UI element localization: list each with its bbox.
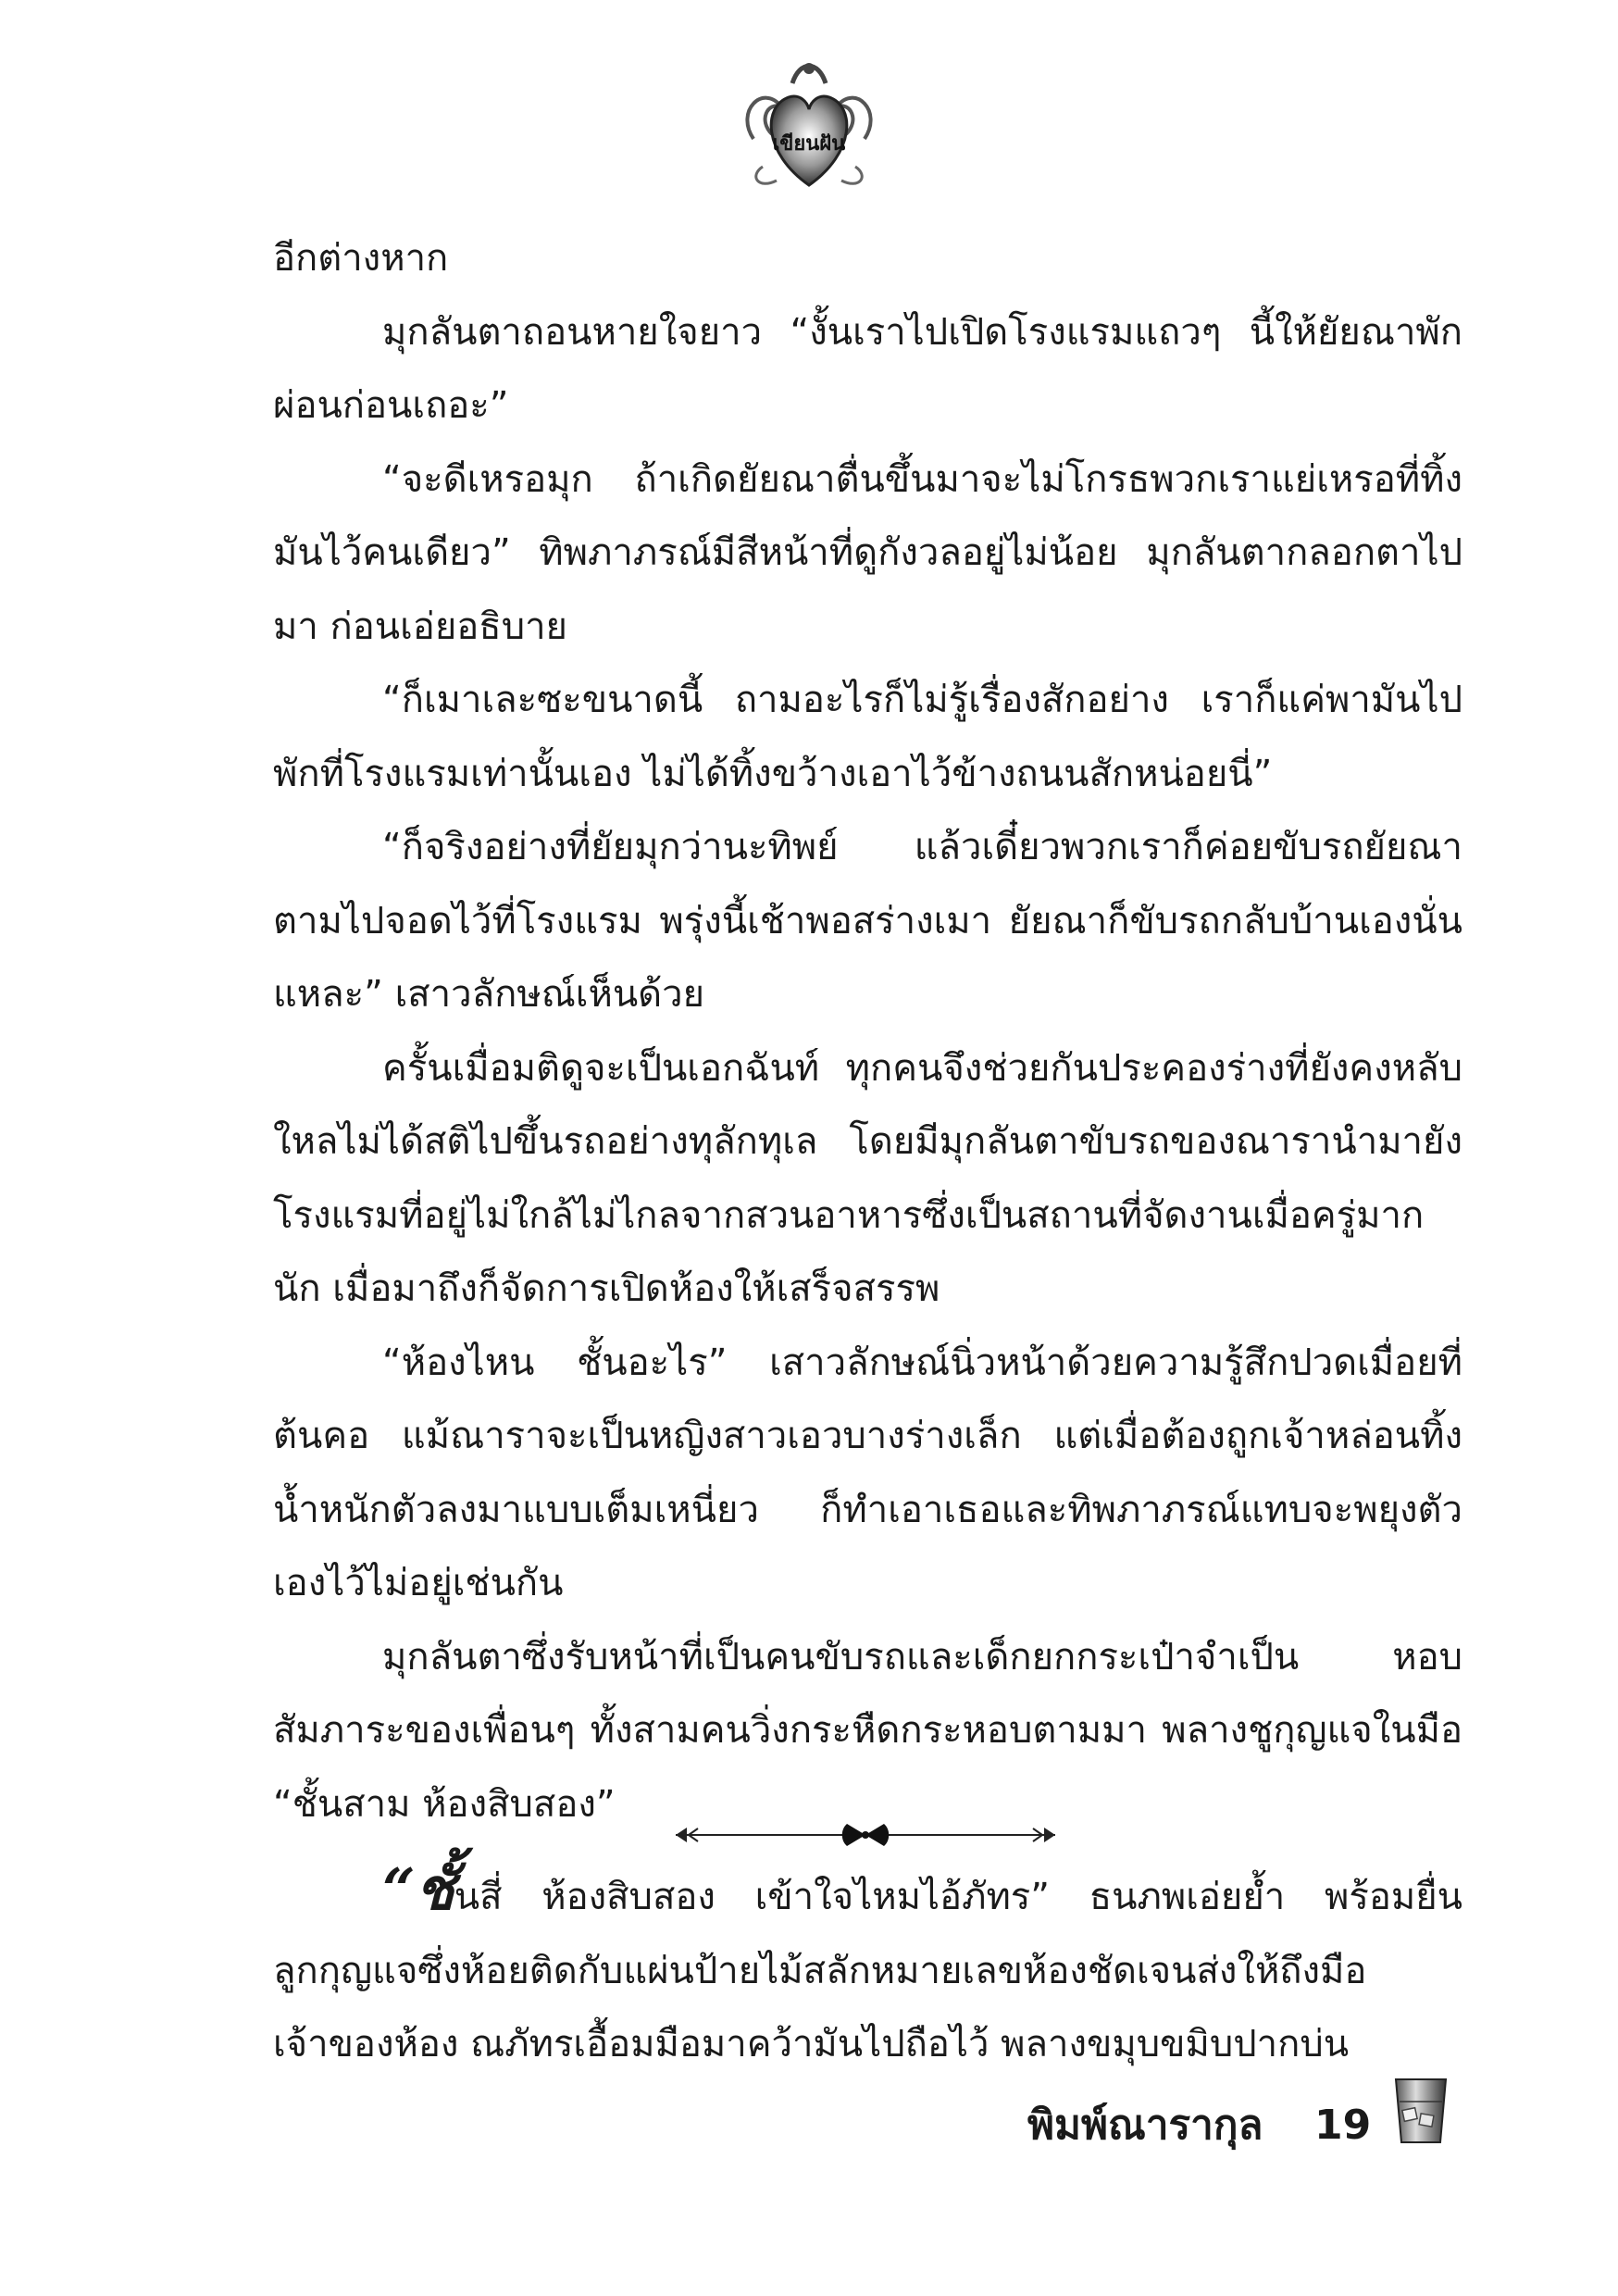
body-text-section-2: [273, 1855, 1462, 2082]
paragraph: “ห้องไหน ชั้นอะไร” เสาวลักษณ์นิ่วหน้าด้วยความรู้สึกปวดเมื่อยที่ต้นคอ แม้ณาราจะเป็นหญิงสาวเอวบางร่างเล็ก แต่เมื่อต้องถูกเจ้าหล่อนทิ้งน้ำหนักตัวลงมาแบบเต็มเหนี่ยว ก็ทำเอาเธอและทิพภาภรณ์แทบจะพยุงตัวเองไว้ไม่อยู่เช่นกัน: [273, 1341, 1462, 1604]
whiskey-glass-icon: [1388, 2074, 1453, 2148]
page-number: 19: [1314, 2102, 1372, 2149]
paragraph: [273, 1855, 1462, 2082]
logo-text: เขียนฝัน: [772, 132, 846, 156]
book-title: พิมพ์ณารากุล: [1027, 2102, 1263, 2149]
opening-drop-word: “ชั้: [382, 1855, 454, 1923]
ornamental-heart-emblem-icon: [735, 56, 883, 194]
paragraph: “ก็จริงอย่างที่ยัยมุกว่านะทิพย์ แล้วเดี๋ยวพวกเราก็ค่อยขับรถยัยณาตามไปจอดไว้ที่โรงแรม พรุ่งนี้เช้าพอสร่างเมา ยัยณาก็ขับรถกลับบ้านเองนั่นแหละ” เสาวลักษณ์เห็นด้วย: [273, 826, 1462, 1016]
paragraph: “จะดีเหรอมุก ถ้าเกิดยัยณาตื่นขึ้นมาจะไม่โกรธพวกเราแย่เหรอที่ทิ้งมันไว้คนเดียว” ทิพภาภรณ์มีสีหน้าที่ดูกังวลอยู่ไม่น้อย มุกลันตากลอกตาไปมา ก่อนเอ่ยอธิบาย: [273, 457, 1462, 648]
paragraph: มุกลันตาถอนหายใจยาว “งั้นเราไปเปิดโรงแรมแถวๆ นี้ให้ยัยณาพักผ่อนก่อนเถอะ”: [273, 310, 1462, 427]
paragraph: “ก็เมาเละซะขนาดนี้ ถามอะไรก็ไม่รู้เรื่องสักอย่าง เราก็แค่พามันไปพักที่โรงแรมเท่านั้นเอง ไม่ได้ทิ้งขว้างเอาไว้ข้างถนนสักหน่อยนี่”: [273, 679, 1462, 795]
paragraph: มุกลันตาซึ่งรับหน้าที่เป็นคนขับรถและเด็กยกกระเป๋าจำเป็น หอบสัมภาระของเพื่อนๆ ทั้งสามคนวิ่งกระหืดกระหอบตามมา พลางชูกุญแจในมือ “ชั้นสาม ห้องสิบสอง”: [273, 1635, 1462, 1826]
paragraph: อีกต่างหาก: [273, 237, 449, 280]
paragraph: ครั้นเมื่อมติดูจะเป็นเอกฉันท์ ทุกคนจึงช่วยกันประคองร่างที่ยังคงหลับใหลไม่ได้สติไปขึ้นรถอย่างทุลักทุเล โดยมีมุกลันตาขับรถของณารานำมายังโรงแรมที่อยู่ไม่ใกล้ไม่ไกลจากสวนอาหารซึ่งเป็นสถานที่จัดงานเมื่อครู่มากนัก เมื่อมาถึงก็จัดการเปิดห้องให้เสร็จสรรพ: [273, 1046, 1462, 1310]
paragraph-rest: นสี่ ห้องสิบสอง เข้าใจไหมไอ้ภัทร” ธนภพเอ่ยย้ำ พร้อมยื่นลูกกุญแจซึ่งห้อยติดกับแผ่นป้ายไม้สลักหมายเลขห้องชัดเจนส่งให้ถึงมือเจ้าของห้อง ณภัทรเอื้อมมือมาคว้ามันไปถือไว้ พลางขมุบขมิบปากบ่น: [273, 1876, 1462, 2065]
body-text: [273, 222, 1462, 1841]
section-divider-ornament: [666, 1816, 1064, 1853]
